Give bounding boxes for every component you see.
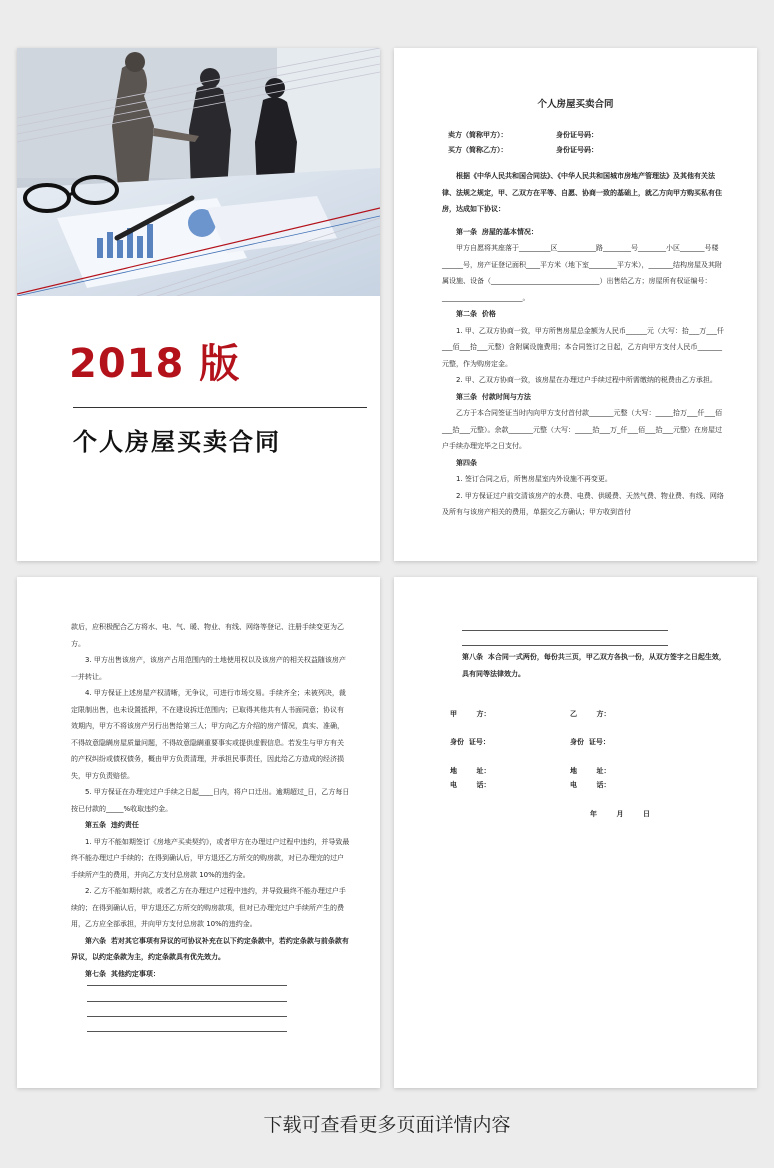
contract-paragraph: 1. 甲、乙双方协商一致，甲方所售房屋总金额为人民币______元（大写：拾___万___仟___佰___拾___元整）含附属设施费用；本合同签订之日起，乙方向甲方支付人民币_______元整，作为购房定金。	[442, 326, 724, 368]
contract-page-1	[394, 48, 757, 561]
contract-paragraph: 根据《中华人民共和国合同法》、《中华人民共和国城市房地产管理法》及其他有关法律、法规之规定，甲、乙双方在平等、自愿、协商一致的基础上，就乙方向甲方购买私有住房，达成如下协议：	[442, 172, 722, 213]
contract-paragraph: 5. 甲方保证在办理完过户手续之日起____日内，将户口迁出。逾期超过_日，乙方每日按已付款的_____%收取违约金。	[71, 788, 350, 813]
party-b-phone-label: 电 话：	[570, 781, 611, 789]
party-b-label: 乙 方：	[570, 710, 611, 718]
cover-edition: 2018 版	[69, 341, 241, 387]
signing-date: 年 月 日	[590, 810, 650, 818]
party-a-phone-label: 电 话：	[450, 781, 491, 789]
contract-paragraph: 2. 甲方保证过户前交清该房产的水费、电费、供暖费、天然气费、物业费、有线、网络及所有与该房产相关的费用，单据交乙方确认；甲方收到首付	[442, 491, 724, 516]
contract-body-p2	[17, 619, 380, 982]
contract-paragraph: 第七条 其他约定事项：	[85, 969, 160, 978]
party-b-id-label: 身份 证号：	[570, 738, 610, 746]
contract-paragraph: 甲方自愿将其座落于_________区___________路________号________小区_______号楼______号，房产证登记面积____平方米（地下室________平方米），_______结构房屋及其附属设施、设备（_______________________________）出售给乙方；房屋所有权证编号：_______________________。	[442, 244, 722, 302]
contract-paragraph: 款后，应积极配合乙方将水、电、气、暖、物业、有线、网络等登记、注册手续变更为乙方。	[71, 623, 344, 648]
party-a-id-label: 身份 证号：	[450, 738, 490, 746]
contract-body-p1	[394, 168, 757, 521]
contract-page-2	[17, 577, 380, 1088]
business-handshake-photo	[17, 48, 380, 296]
contract-paragraph: 4. 甲方保证上述房屋产权清晰，无争议，可进行市场交易。手续齐全；未被列决，裁定限制出售，也未设置抵押，不在建设拆迁范围内；已取得其他共有人书面同意；协议有效期内，甲方不将该房产另行出售给第三人；甲方向乙方介绍的房产情况，真实、准确，不得故意隐瞒房屋质量问题，不得故意隐瞒重要事实或提供虚假信息。若发生与甲方有关的产权纠纷或债权债务，概由甲方负责清理，并承担民事责任，因此给乙方造成的经济损失，甲方负责赔偿。	[71, 689, 346, 780]
contract-paragraph: 1. 签订合同之后，所售房屋室内外设施不再变更。	[456, 475, 612, 483]
blank-line	[87, 1016, 287, 1017]
contract-paragraph: 乙方于本合同签证当时内向甲方支付首付款_______元整（大写：_____拾万___仟___佰___拾___元整）。余款_______元整（大写：_____拾___万_仟___佰___拾___元整）在房屋过户手续办理完毕之日支付。	[442, 409, 722, 450]
contract-paragraph: 第三条 付款时间与方法	[456, 392, 531, 401]
contract-title: 个人房屋买卖合同	[537, 99, 614, 110]
buyer-label: 买方（简称乙方）：	[448, 146, 508, 154]
party-a-address-label: 地 址：	[450, 767, 491, 775]
contract-paragraph: 第四条	[456, 458, 477, 467]
contract-paragraph: 1. 甲方不能如期签订《房地产买卖契约》，或者甲方在办理过户过程中违约，并导致最终不能办理过户手续的；在得到确认后，甲方退还乙方所交的购房款，对已办理完的过户手续所产生的费用，并向乙方支付总房款 10%的违约金。	[71, 837, 350, 879]
contract-paragraph: 3. 甲方出售该房产，该房产占用范围内的土地使用权以及该房产的相关权益随该房产一并转让。	[71, 656, 346, 681]
buyer-id-label: 身份证号码：	[556, 146, 598, 154]
more-pages-caption: 下载可查看更多页面详情内容	[263, 1114, 511, 1136]
contract-paragraph: 第八条 本合同一式两份，每份共三页，甲乙双方各执一份，从双方签字之日起生效，具有同等法律效力。	[462, 653, 726, 678]
blank-line	[87, 1001, 287, 1002]
blank-line	[87, 1031, 287, 1032]
contract-paragraph: 2. 乙方不能如期付款，或者乙方在办理过户过程中违约，并导致最终不能办理过户手续的；在得到确认后，甲方退还乙方所交的购房款项，但对已办理完过户手续所产生的费用，乙方应全部承担，并向甲方支付总房款 10%的违约金。	[71, 887, 346, 928]
contract-paragraph: 第一条 房屋的基本情况：	[456, 227, 538, 236]
contract-page-3	[394, 577, 757, 1088]
contract-paragraph: 第六条 若对其它事项有异议的可协议补充在以下约定条款中，若约定条款与前条款有异议，以约定条款为主，约定条款具有优先效力。	[71, 936, 349, 961]
cover-divider	[73, 407, 367, 408]
blank-line	[462, 630, 668, 631]
blank-line	[87, 985, 287, 986]
contract-paragraph: 第二条 价格	[456, 310, 496, 318]
blank-line	[462, 645, 668, 646]
seller-label: 卖方（简称甲方）：	[448, 131, 508, 139]
contract-body-p3	[394, 649, 757, 682]
cover-title: 个人房屋买卖合同	[73, 428, 281, 456]
party-a-label: 甲 方：	[450, 710, 491, 718]
seller-id-label: 身份证号码：	[556, 131, 598, 139]
contract-paragraph: 2. 甲、乙双方协商一致，该房屋在办理过户手续过程中所需缴纳的税费由乙方承担。	[456, 376, 717, 384]
party-b-address-label: 地 址：	[570, 767, 611, 775]
contract-paragraph: 第五条 违约责任	[85, 821, 139, 829]
cover-page	[17, 48, 380, 561]
